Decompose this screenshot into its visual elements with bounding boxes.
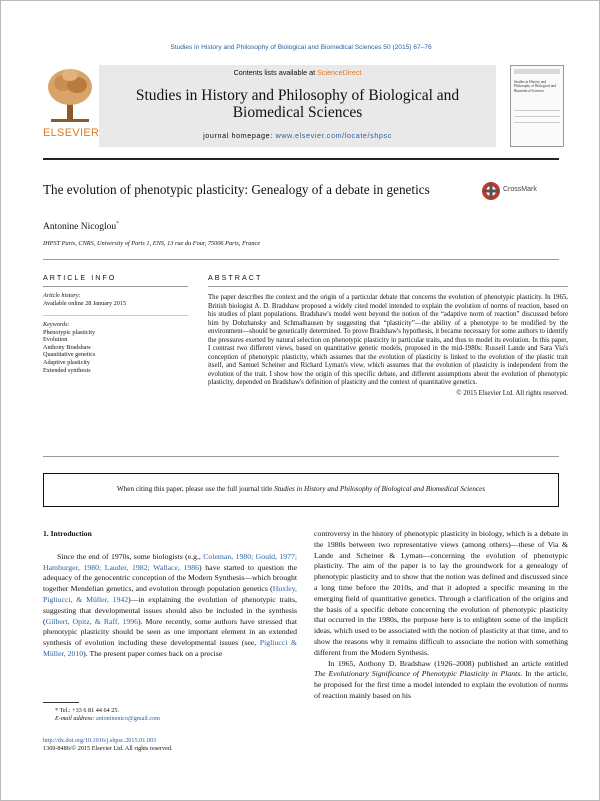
cited-article-title: The Evolutionary Significance of Phenotypic Plasticity in Plants — [314, 669, 521, 679]
elsevier-wordmark: ELSEVIER — [43, 127, 100, 139]
masthead-banner — [99, 65, 496, 147]
citation-link[interactable]: Pigliucci & Müller, 2010 — [43, 638, 297, 658]
text-run: ). More recently, some authors have stressed that phenotypic plasticity should be seen as one important element in an extended synthesis of evolution including these developmental issues (see, — [43, 616, 297, 648]
crossmark-label: CrossMark — [503, 186, 537, 193]
citation-link[interactable]: Gilbert, Opitz, & Raff, 1996 — [45, 616, 138, 626]
article-info-heading: ARTICLE INFO — [43, 273, 117, 282]
author-text[interactable]: Antonine Nicoglou — [43, 222, 117, 233]
history-value: Available online 28 January 2015 — [43, 299, 127, 307]
crossmark-badge[interactable] — [481, 181, 551, 201]
cover-rule — [514, 122, 560, 123]
author-footnote-mark[interactable]: * — [116, 221, 120, 227]
crossmark-icon — [481, 181, 501, 201]
abstract-copyright: © 2015 Elsevier Ltd. All rights reserved. — [456, 390, 568, 398]
intro-paragraph-1 — [43, 552, 297, 660]
article-meta-footer — [43, 737, 297, 753]
abstract-bottom-rule — [43, 456, 559, 457]
history-label: Article history: — [43, 292, 81, 299]
issn-line: 1369-8486/© 2015 Elsevier Ltd. All rights reserved. — [43, 745, 173, 753]
citation-notice-box — [43, 473, 559, 507]
keywords-block — [43, 321, 188, 374]
citation-link[interactable]: Huxley, Pigliucci, & Müller, 1942 — [43, 584, 297, 604]
contents-prefix: Contents lists available at — [233, 68, 318, 77]
keywords-label: Keywords: — [43, 321, 70, 328]
article-info-separator — [43, 315, 188, 316]
journal-masthead — [43, 65, 563, 155]
homepage-link[interactable]: www.elsevier.com/locate/shpsc — [275, 131, 392, 140]
sciencedirect-link[interactable]: ScienceDirect — [317, 68, 362, 77]
header-divider — [43, 259, 559, 260]
footnote-rule — [43, 702, 79, 703]
abstract-body — [208, 294, 568, 399]
citation-link[interactable]: Coleman, 1980; Gould, 1977; Hamburger, 1980; Lauder, 1982; Wallace, 1986 — [43, 551, 298, 572]
keyword-item: Evolution — [43, 336, 68, 344]
keyword-item: Extended synthesis — [43, 366, 91, 374]
intro-paragraph-2: controversy in the history of phenotypic plasticity in biology, which is a debate in the 1980s between two representative views (among others)—these of Via & Lande and Scheiner & Lyman—concerning the evolution of phenotypic plasticity. The aim of the paper is to lay the groundwork for a genealogy of phenotypic plasticity and to show that the notion was defined and discussed since a long time before the 2010s, and that it adopted a specific meaning in the emerging field of quantitative genetics. Through a clarification of the origins and the basis of a specific debate concerning the evolution of phenotypic plasticity that occurred in the 1980s, the purpose here is to enlighten some of the implicit ideas, which used to be associated with the notion of plasticity at that time, and to show the reasons why it remains difficult to associate the notion with something different from the Modern Synthesis. — [314, 529, 568, 657]
elsevier-logo[interactable] — [43, 65, 100, 147]
cover-rule — [514, 116, 560, 117]
author-name — [43, 221, 119, 232]
running-head[interactable]: Studies in History and Philosophy of Biological and Biomedical Sciences 50 (2015) 67–76 — [170, 44, 432, 51]
text-run: . In the article, he proposed for the first time a model intended to explain the evolution of norms of reaction mainly based on his — [314, 669, 568, 700]
author-footnote — [43, 707, 297, 723]
affiliation: IHPST Paris, CNRS, University of Paris 1, ENS, 13 rue du Four, 75006 Paris, France — [43, 240, 261, 247]
keyword-item: Anthony Bradshaw — [43, 343, 91, 351]
abstract-text: The paper describes the context and the origin of a particular debate that concerns the evolution of phenotypic plasticity. In 1965, British biologist A. D. Bradshaw proposed a widely cited model intended to explain the evolution of norms of reaction, based on his studies of plant populations. Bradshaw's model went beyond the notion of the “adaptive norm of reaction” discussed before him by Dobzhansky and Schmalhausen by suggesting that “plasticity”—the ability of a phenotype to be modified by the environment—should be genetically determined. To prove Bradshaw's hypothesis, it became necessary for some authors to identify the pressures exerted by natural selection on phenotypic plasticity in particular traits, and thus to model its evolution. In this paper, I contrast two different views, based on quantitative genetic models, proposed in the mid-1980s: Russell Lande and Sara Via's conception of phenotypic plasticity, which assumes that the evolution of plasticity is linked to the evolution of the plastic trait itself, and Samuel Scheiner and Richard Lyman's view, which assumes that the evolution of plasticity is independent from the evolution of the trait. I show how the origin of this specific debate, and different assumptions about the evolution of phenotypic plasticity, depended on Bradshaw's definition of plasticity and the context of quantitative genetics. — [208, 294, 568, 387]
article-info-rule — [43, 286, 188, 287]
footnote-email — [43, 715, 297, 723]
email-label: E-mail address: — [55, 715, 97, 723]
journal-cover-thumbnail[interactable] — [510, 65, 564, 147]
text-run: ) have started to question the adequacy of the genocentric conception of the Modern Synthesis—which brought together Mendelian genetics, and evolution through population genetics ( — [43, 562, 297, 594]
doi-link[interactable]: http://dx.doi.org/10.1016/j.shpsc.2015.01.003 — [43, 737, 157, 744]
cover-header-bar — [514, 69, 560, 74]
homepage-prefix: journal homepage: — [203, 131, 276, 140]
journal-title: Studies in History and Philosophy of Biological and Biomedical Sciences — [135, 87, 460, 121]
elsevier-tree-icon — [43, 65, 97, 127]
body-column-right — [314, 529, 568, 702]
citation-journal: Studies in History and Philosophy of Biological and Biomedical Sciences — [274, 485, 486, 493]
text-run: In 1965, Anthony D. Bradshaw (1926–2008) published an article entitled — [328, 658, 568, 668]
footnote-tel: * Tel.: +33 6 81 44 64 25. — [55, 707, 119, 714]
body-column-left — [43, 529, 297, 660]
text-run: Since the end of 1970s, some biologists (e.g., — [57, 551, 204, 561]
keyword-item: Adaptive plasticity — [43, 358, 90, 366]
keyword-item: Quantitative genetics — [43, 351, 96, 359]
contents-line — [99, 68, 496, 77]
cover-title: Studies in History and Philosophy of Biological and Biomedical Sciences — [514, 80, 557, 93]
keyword-item: Phenotypic plasticity — [43, 328, 96, 336]
abstract-rule — [208, 286, 568, 287]
article-history — [43, 292, 188, 307]
journal-homepage — [99, 131, 496, 140]
intro-paragraph-3 — [314, 659, 568, 702]
text-run: ). The present paper comes back on a precise — [83, 648, 223, 658]
masthead-rule — [43, 158, 559, 160]
citation-prefix: When citing this paper, please use the full journal title — [116, 485, 275, 493]
cover-rule — [514, 110, 560, 111]
abstract-heading: ABSTRACT — [208, 273, 263, 282]
article-title: The evolution of phenotypic plasticity: Genealogy of a debate in genetics — [43, 182, 430, 197]
section-heading: 1. Introduction — [43, 529, 92, 538]
text-run: )—in explaining the evolution of phenotypic traits, suggesting that developmental issues should also be included in the synthesis ( — [43, 594, 297, 626]
email-link[interactable]: antoninenico@gmail.com — [96, 715, 160, 723]
